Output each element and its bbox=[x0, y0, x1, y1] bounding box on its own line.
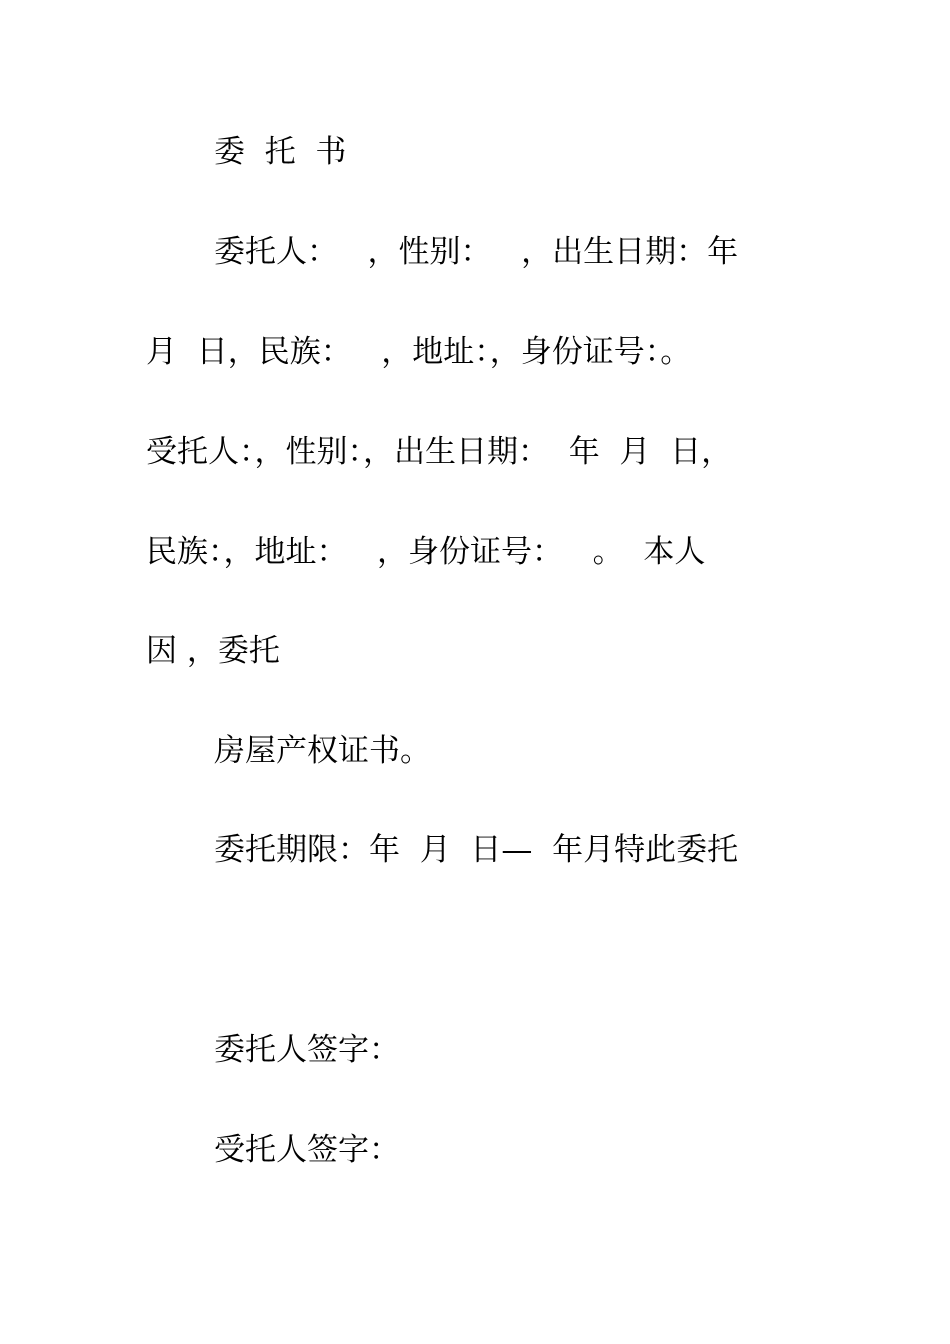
property-certificate-line: 房屋产权证书。 bbox=[214, 733, 431, 769]
term-line: 委托期限：年 月 日— 年月特此委托 bbox=[214, 832, 739, 868]
principal-info-line-1: 委托人： ，性别： ，出生日期：年 bbox=[214, 234, 739, 270]
principal-signature-label: 委托人签字： bbox=[214, 1032, 400, 1068]
agent-info-line-1: 受托人：，性别：，出生日期： 年 月 日， bbox=[146, 434, 733, 470]
reason-line: 因 ，委托 bbox=[146, 633, 280, 669]
principal-info-line-2: 月 日，民族： ，地址：，身份证号：。 bbox=[146, 334, 692, 370]
document-title: 委 托 书 bbox=[214, 134, 347, 170]
agent-info-line-2: 民族：，地址： ，身份证号： 。 本人 bbox=[146, 534, 706, 570]
agent-signature-label: 受托人签字： bbox=[214, 1132, 400, 1168]
